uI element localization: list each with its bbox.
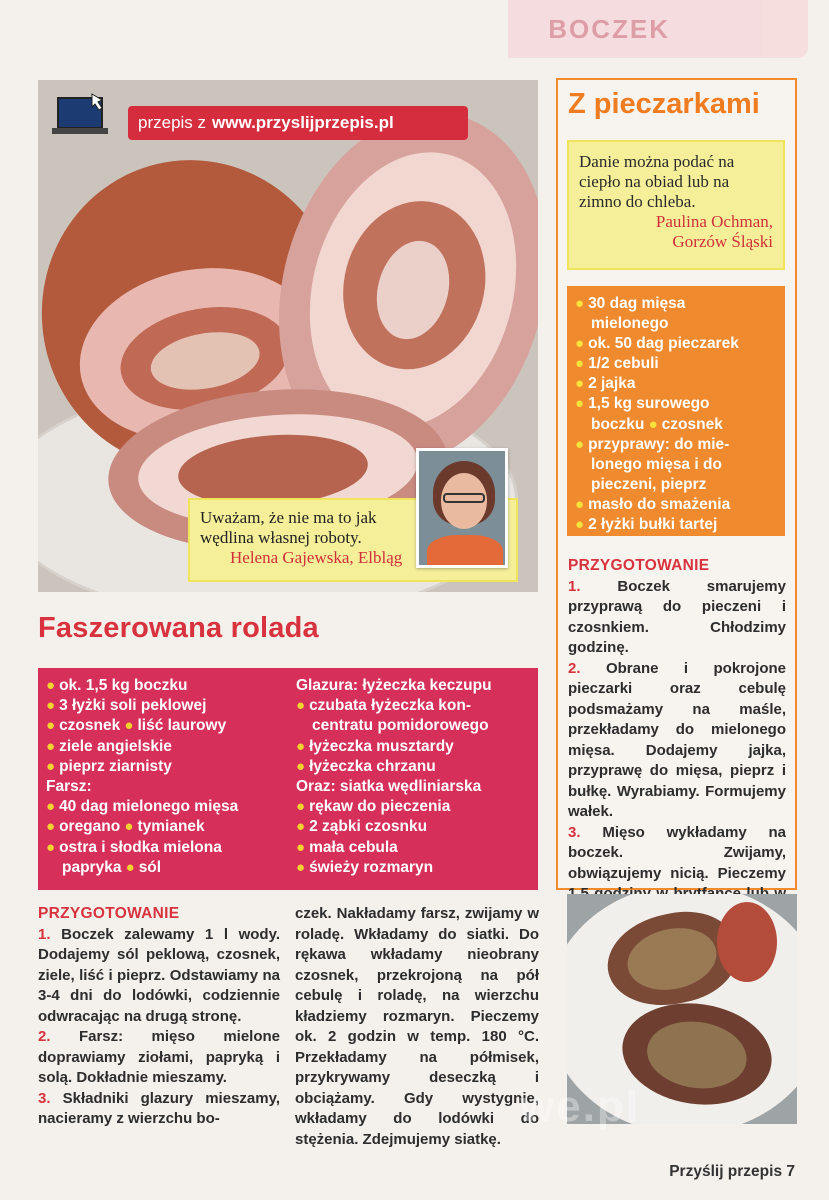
ingredient-item [296, 757, 536, 777]
bullet-icon: ● [120, 818, 134, 836]
bullet-icon: ● [575, 335, 585, 353]
bullet-icon: ● [575, 375, 585, 393]
bullet-icon: ● [575, 435, 585, 453]
ingredient-item [296, 696, 536, 716]
method-step [568, 659, 786, 823]
main-photo [38, 80, 538, 592]
ingredient-text: centratu pomidorowego [312, 717, 489, 735]
step-text: Składniki glazury mieszamy, nacieramy z wierzchu bo- [38, 1089, 280, 1127]
ingredient-text: ostra i słodka mielona [59, 838, 222, 856]
bullet-icon: ● [46, 717, 56, 735]
bullet-icon: ● [46, 757, 56, 775]
source-url[interactable]: www.przyslijprzepis.pl [212, 113, 394, 132]
ingredients-box [38, 668, 538, 890]
watermark: we.pl [520, 1082, 641, 1131]
ingredient-text: 2 łyżki bułki tartej [588, 516, 718, 534]
step-text: Farsz: mięso mielone doprawiamy ziołami, papryką i solą. Dokładnie mieszamy. [38, 1028, 280, 1086]
bullet-icon: ● [121, 858, 135, 876]
bullet-icon: ● [296, 838, 306, 856]
bullet-icon: ● [46, 838, 56, 856]
ingredient-item [296, 737, 536, 757]
bullet-icon: ● [296, 737, 306, 755]
ingredient-item [296, 797, 536, 817]
bullet-icon: ● [46, 737, 56, 755]
ingredient-text: boczku [591, 415, 645, 433]
page-footer: Przyślij przepis 7 [669, 1163, 795, 1180]
ingredient-text: mała cebula [309, 838, 398, 856]
ingredient-item [575, 415, 777, 435]
ingredient-item [575, 374, 777, 394]
ingredient-item [46, 696, 291, 716]
ingredient-text: 30 dag mięsa [588, 295, 686, 312]
bullet-icon: ● [46, 697, 56, 715]
step-number: 1. [38, 925, 51, 943]
quote-author: Helena Gajewska, Elbląg [230, 548, 403, 567]
step-text: Mięso wykładamy na boczek. Zwijamy, obwiązujemy nicią. Pieczemy [568, 823, 786, 882]
step-number: 3. [568, 823, 581, 841]
ingredient-text: świeży rozmaryn [309, 858, 434, 876]
ingredient-text: 3 łyżki soli peklowej [59, 697, 207, 715]
ingredient-item [46, 838, 291, 858]
ingredient-item [296, 777, 536, 797]
ingredient-item [575, 394, 777, 414]
side-quote-text: Danie można podać na ciepło na obiad lub na zimno do chleba. [579, 152, 735, 211]
method-column-2 [295, 904, 539, 1150]
ingredient-text: Farsz: [46, 778, 92, 796]
method-heading: PRZYGOTOWANIE [38, 905, 180, 922]
source-banner [128, 106, 468, 140]
step-text: Boczek smarujemy przyprawą do pieczeni i czosnkiem. Chłodzimy godzinę. [568, 577, 786, 656]
bullet-icon: ● [296, 818, 306, 836]
ingredient-item [296, 858, 536, 878]
quote-text: Uważam, że nie ma to jak wędlina własnej roboty. [200, 508, 377, 547]
step-number: 3. [38, 1089, 51, 1107]
bullet-icon: ● [46, 677, 56, 694]
step-number: 1. [568, 577, 581, 595]
ingredient-text: lonego mięsa i do [591, 455, 722, 473]
bullet-icon: ● [296, 798, 306, 816]
ingredient-text: 1,5 kg surowego [588, 395, 710, 413]
method-step [38, 1089, 280, 1130]
section-tab: BOCZEK [508, 0, 808, 58]
bullet-icon: ● [296, 757, 306, 775]
step-number: 2. [568, 659, 581, 677]
ingredient-item [575, 455, 777, 475]
author-portrait [416, 448, 508, 568]
method-step [38, 925, 280, 1028]
ingredient-text: 2 ząbki czosnku [309, 818, 428, 836]
ingredient-text: ok. 50 dag pieczarek [588, 335, 739, 353]
ingredient-item [46, 716, 291, 736]
ingredient-text: czubata łyżeczka kon- [309, 697, 472, 715]
ingredient-text: łyżeczka musztardy [309, 737, 454, 755]
method-continued: czek. Nakładamy farsz, zwijamy w roladę. Wkładamy do siatki. Do rękawa wkładamy nieobrany czosnek, przekrojoną na pół cebulę i roladę, na wierzchu kładziemy rozmaryn. Pieczemy ok. 2 godzin w temp. 180 °C. Przekładamy na półmisek, przykrywamy deseczką i obciążamy. Gdy wystygnie, wkładamy do lodówki do stężenia. Zdejmujemy siatkę. [295, 905, 539, 1148]
ingredient-text: rękaw do pieczenia [309, 798, 451, 816]
ingredient-text: 1/2 cebuli [588, 355, 659, 373]
ingredients-column-2 [296, 676, 536, 878]
side-recipe-title: Z pieczarkami [568, 88, 760, 120]
ingredient-item [46, 676, 291, 696]
ingredient-text: ziele angielskie [59, 737, 172, 755]
ingredient-item [46, 777, 291, 797]
recipe-title: Faszerowana rolada [38, 612, 319, 644]
side-reader-quote [567, 140, 785, 270]
bullet-icon: ● [46, 818, 56, 836]
ingredient-text: Glazura: łyżeczka keczupu [296, 677, 492, 694]
ingredient-item [296, 716, 536, 736]
ingredient-item [296, 838, 536, 858]
ingredient-text: pieczeni, pieprz [591, 475, 707, 493]
ingredient-item [575, 314, 777, 334]
ingredient-item [46, 817, 291, 837]
ingredient-item [575, 515, 777, 535]
ingredient-item [46, 858, 291, 878]
url-prefix: przepis z [138, 113, 207, 132]
side-ingredients-box [567, 286, 785, 536]
bullet-icon: ● [46, 798, 56, 816]
ingredient-item [575, 334, 777, 354]
ingredient-item [46, 737, 291, 757]
side-quote-author-place: Gorzów Śląski [672, 232, 773, 251]
ingredient-text: masło do smażenia [588, 495, 731, 513]
ingredient-text: czosnek [59, 717, 121, 735]
ingredients-column-1 [46, 676, 291, 878]
ingredient-text: oregano [59, 818, 121, 836]
ingredient-text: łyżeczka chrzanu [309, 757, 436, 775]
ingredient-item [296, 676, 536, 696]
ingredient-text: tymianek [137, 818, 205, 836]
ingredient-text: papryka [62, 858, 122, 876]
bullet-icon: ● [575, 295, 585, 312]
ingredient-text: pieprz ziarnisty [59, 757, 172, 775]
ingredient-text: czosnek [661, 415, 723, 433]
ingredient-item [575, 475, 777, 495]
bullet-icon: ● [575, 516, 585, 534]
ingredient-item [296, 817, 536, 837]
method-step [568, 577, 786, 659]
ingredient-text: przyprawy: do mie- [588, 435, 730, 453]
side-quote-author: Paulina Ochman, [655, 212, 773, 231]
laptop-icon [48, 92, 112, 144]
side-method [568, 556, 786, 925]
ingredient-item [575, 495, 777, 515]
bullet-icon: ● [575, 395, 585, 413]
ingredient-text: 40 dag mielonego mięsa [59, 798, 239, 816]
side-method-heading: PRZYGOTOWANIE [568, 557, 710, 574]
step-text: Obrane i pokrojone pieczarki oraz cebulę podsmażamy na maśle, przekładamy do mielonego mięsa. Dodajemy jajka, przyprawę do mięsa, pieprz i bułkę. Wyrabiamy. Formujemy wałek. [568, 659, 786, 820]
ingredient-item [46, 757, 291, 777]
ingredient-text: mielonego [591, 315, 669, 333]
ingredient-text: sól [138, 858, 162, 876]
ingredient-text: 2 jajka [588, 375, 636, 393]
bullet-icon: ● [575, 355, 585, 373]
bullet-icon: ● [296, 858, 306, 876]
step-number: 2. [38, 1028, 51, 1045]
ingredient-text: ok. 1,5 kg boczku [59, 677, 188, 694]
ingredient-item [575, 354, 777, 374]
bullet-icon: ● [296, 697, 306, 715]
step-text: Boczek zalewamy 1 l wody. Dodajemy sól peklową, czosnek, ziele, liść i pieprz. Odstawiamy na 3-4 dni do lodówki, codziennie odwracając na drugą stronę. [38, 925, 280, 1025]
ingredient-text: Oraz: siatka wędliniarska [296, 778, 482, 796]
bullet-icon: ● [644, 415, 658, 433]
ingredient-text: liść laurowy [137, 717, 227, 735]
ingredient-item [575, 294, 777, 314]
bullet-icon: ● [575, 495, 585, 513]
ingredient-item [575, 435, 777, 455]
ingredient-item [46, 797, 291, 817]
method-step [38, 1027, 280, 1089]
method-column-1 [38, 904, 280, 1130]
bullet-icon: ● [120, 717, 134, 735]
